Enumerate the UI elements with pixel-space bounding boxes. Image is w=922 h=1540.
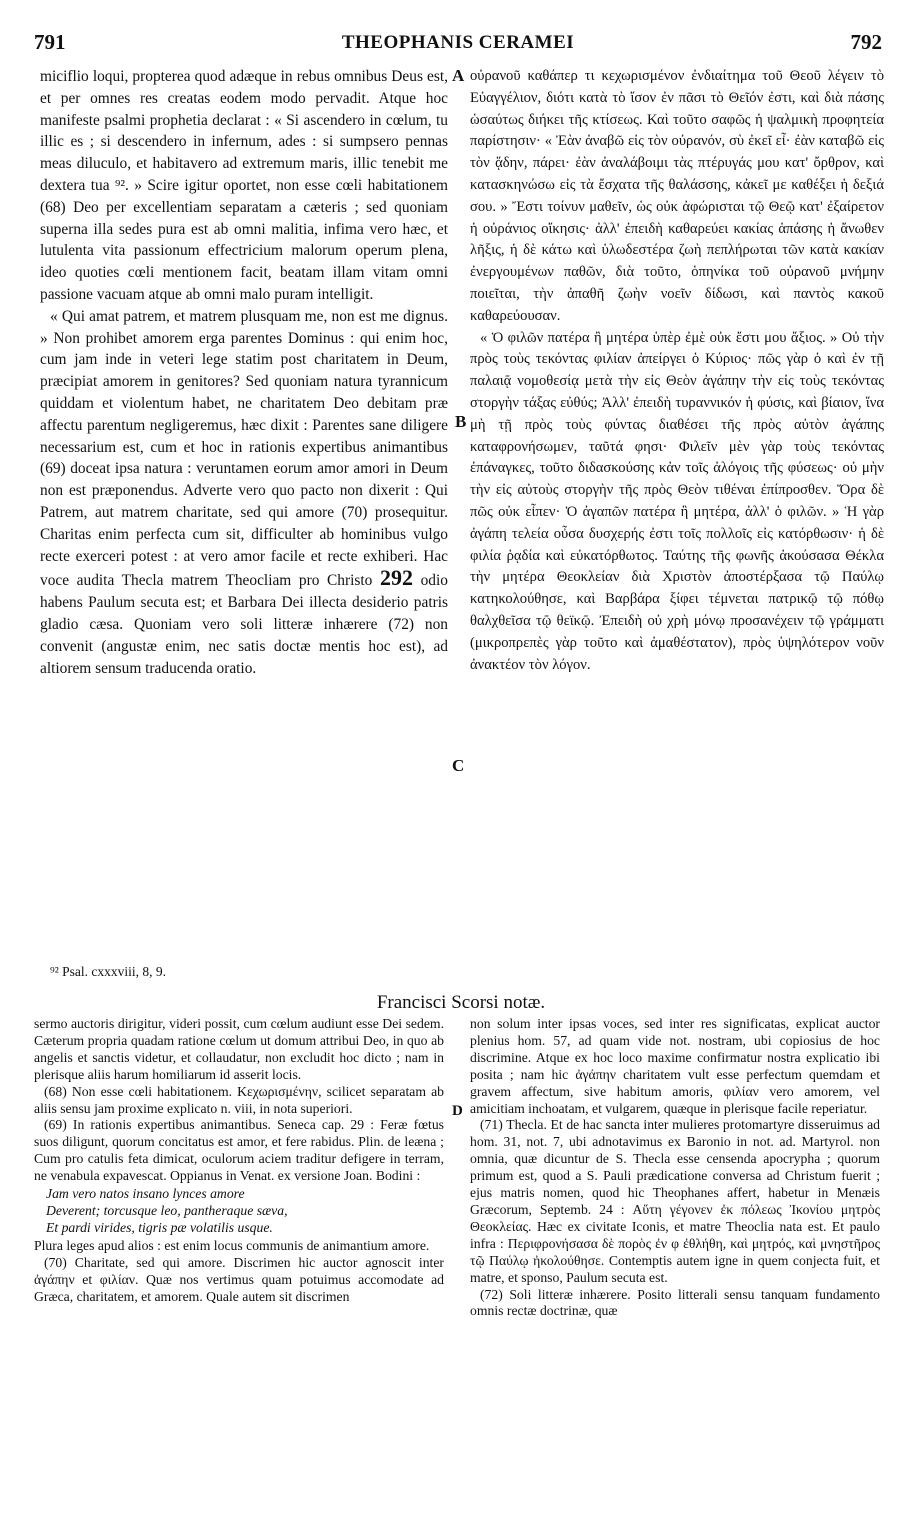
margin-letter-c: C xyxy=(452,756,465,775)
verse-quotation xyxy=(34,1186,444,1237)
greek-text-column xyxy=(470,66,884,676)
note-paragraph: (69) In rationis expertibus animantibus. Seneca cap. 29 : Feræ fœtus suos diligunt, quorum concitatus est amor, et fere rabidus. Plin. de leæna ; Cum pro catulis feta dimicat, oculorum aciem traditur defigere in terram, ne venabula expavescat. Oppianus in Venat. ex versione Joan. Bodini : xyxy=(34,1117,444,1184)
latin-paragraph: « Qui amat patrem, et matrem plusquam me, non est me dignus. » Non prohibet amorem erga parentes Dominus : qui enim hoc, cum jam inde in veteri lege statim post charitatem in Deum, præcipiat amorem in genitores? Sed quoniam natura tyrannicum quiddam et violentum habet, ne charitatem Deo debitam præ affectu parentum negligeremus, hæc dixit : Parentes sane diligere necessarium est, cum et hoc in rationis expertibus animantibus (69) doceat ipsa natura : veruntamen eorum amor amori in Deum non est præponendus. Adverte vero quo pacto non dixerit : Qui Patrem, aut matrem charitate, sed qui amore (70) prosequitur. Charitas enim perfecta cum sit, difficulter ab hominibus vulgo recte exerceri potest : at vero amor facile et recte exhiberi. Hac voce audita Thecla matrem Theocliam pro Christo 292 odio habens Paulum secuta est; et Barbara Dei illecta desiderio patris gladio cæsa. Quoniam vero soli litteræ inhærere (72) non convenit (angustæ enim, nec satis doctæ mentis hoc est), ad altiorem sensum traducenda oratio. xyxy=(40,307,448,677)
latin-paragraph: miciflio loqui, propterea quod adæque in rebus omnibus Deus est, et per omnes res creatas eodem modo pervadit. Atque hoc manifeste psalmi prophetia declarat : « Si ascendero in cœlum, tu illic es ; si descendero in infernum, ades : si sumpsero pennas meas diluculo, et habitavero ad extremum maris, illic tenebit me dextera tua ⁹². » Scire igitur oportet, non esse cœli habitationem (68) Deo per excellentiam separatam a cæteris ; sed quoniam superna illa sedes pura est ab omni malitia, infima vero hæc, et lutulenta vita passionum effectricium malorum operum plena, ideo quoties cœli mentionem facit, beatam illam vitam omni passione vacuam atque ab omni malo puram intelligit. xyxy=(40,68,448,303)
margin-letter-b: B xyxy=(455,412,467,431)
page-number: 292 xyxy=(379,565,413,591)
note-paragraph: sermo auctoris dirigitur, videri possit, cum cœlum audiunt esse Dei sedem. Cæterum propria quadam ratione cœlum ut domum attribui Deo, in quo ab angelis et sanctis videtur, et collaudatur, non excludit hoc dicto ; nam in plerisque aliis harum homiliarum id asserit locis. xyxy=(34,1016,444,1082)
verse-line: Deverent; torcusque leo, pantheraque sæva, xyxy=(46,1202,288,1218)
note-paragraph: Plura leges apud alios : est enim locus communis de animantium amore. xyxy=(34,1237,430,1253)
note-paragraph: (72) Soli litteræ inhærere. Posito litterali sensu tanquam fundamento omnis rectæ doctrinæ, quæ xyxy=(470,1286,880,1319)
footnote: ⁹² Psal. cxxxviii, 8, 9. xyxy=(50,964,167,979)
running-title: THEOPHANIS CERAMEI xyxy=(341,32,575,53)
note-paragraph: (68) Non esse cœli habitationem. Κεχωρισμένην, scilicet separatam ab aliis sensu jam proxime explicato n. viii, in nota superiori. xyxy=(34,1083,444,1116)
page-header xyxy=(34,30,882,58)
notes-right-column xyxy=(470,1016,880,1320)
greek-paragraph: οὐρανοῦ καθάπερ τι κεχωρισμένον ἐνδιαίτημα τοῦ Θεοῦ λέγειν τὸ Εὐαγγέλιον, διότι κατὰ τὸ ἴσον ἐν πᾶσι τὸ Θεῖόν ἐστι, καὶ διὰ πάσης ὡσαύτως διήκει τῆς κτίσεως. Καὶ τοῦτο σαφῶς ἡ ψαλμικὴ προφητεία παρίστησιν· « Ἐὰν ἀναβῶ εἰς τὸν οὐρανόν, σὺ ἐκεῖ εἶ· ἐὰν καταβῶ εἰς τὸν ᾅδην, πάρει· ἐὰν ἀναλάβοιμι τὰς πτέρυγάς μου κατ' ὄρθρον, καὶ κατασκηνώσω εἰς τὰ ἔσχατα τῆς θαλάσσης, κἀκεῖ με καθέξει ἡ δεξιά σου. » Ἔστι τοίνυν μαθεῖν, ὡς οὐκ ἀφώρισται τῷ Θεῷ κατ' ἐξαίρετον ἡ οὐράνιος οἴκησις· ἀλλ' ἐπειδὴ καθαρεύει κακίας ἁπάσης ἡ ἄνωθεν λῆξις, ἡ δὲ κάτω καὶ ὑλωδεστέρα ζωὴ πεπλήρωται τῶν κατὰ κακίαν ἐνεργουμένων παθῶν, διὰ τοῦτο, ὁπηνίκα τοῦ οὐρανοῦ μνήμην ποιεῖται, τὴν ἀπαθῆ ζωὴν νοεῖν δίδωσι, καὶ παντὸς κακοῦ καθαρεύουσαν. xyxy=(470,68,884,324)
column-number-right: 792 xyxy=(850,30,882,54)
notes-left-column xyxy=(34,1016,444,1305)
greek-paragraph: « Ὁ φιλῶν πατέρα ἢ μητέρα ὑπὲρ ἐμὲ οὐκ ἔστι μου ἄξιος. » Οὐ τὴν πρὸς τοὺς τεκόντας φιλίαν ἀπείργει ὁ Κύριος· πῶς γὰρ ὁ καὶ ἐν τῇ παλαιᾷ νομοθεσίᾳ μετὰ τὴν εἰς Θεὸν ἀγάπην τὴν εἰς τοὺς τεκόντας στοργὴν τάξας εὐθύς; Ἀλλ' ἐπειδὴ τυραννικόν ἡ φύσις, καὶ βίαιον, ἵνα μὴ τῇ πρὸς τοὺς φύντας διαθέσει τῆς πρὸς αὐτὸν ἀγάπης καταφρονήσωμεν, ταῦτά φησι· Φιλεῖν μὲν γὰρ τοὺς τεκόντας ἐπάναγκες, τοῦτο διδασκούσης κἀν τοῖς ἀλόγοις τῆς φύσεως· οὐ μὴν τὴν εἰς αὐτοὺς στοργὴν τῆς πρὸς Θεὸν τιθέναι ἐπίπροσθεν. Ὅρα δὲ πῶς οὐκ εἶπεν· Ὁ ἀγαπῶν πατέρα ἢ μητέρα, ἀλλ' ὁ φιλῶν. » Ἡ γὰρ ἀγάπη τελεία οὖσα δυσχερής ἐστι τοῖς πολλοῖς εἰς κατόρθωσιν· ἡ δὲ φιλία ῥᾳδία καὶ εὐκατόρθωτος. Ταύτης τῆς φωνῆς ἀκούσασα Θέκλα τὴν μητέρα Θεοκλείαν διὰ Χριστὸν ἀποστέρξασα τῷ Παύλῳ κατηκολούθησε, καὶ Βαρβάρα ξίφει τέμνεται πατρικῷ τῷ πόθῳ θαλχθεῖσα τῷ θεϊκῷ. Ἐπειδὴ οὐ χρὴ μόνῳ προσανέχειν τῷ γράμματι (μικροπρεπὲς γὰρ τοῦτο καὶ ἀμαθέστατον), πρὸς ὑψηλότερον νοῦν ἀνακτέον τὸν λόγον. xyxy=(470,329,884,673)
note-paragraph: non solum inter ipsas voces, sed inter res significatas, explicat auctor plenius hom. 57, ad quam vide not. nostram, ubi copiosius de hoc discrimine. Atque ex hoc loco maxime confirmatur nostra explicatio ibi posita ; nam hic ἀγάπην charitatem vult esse perfectum quemdam et gravem affectum, sive habitum amoris, φιλίαν vero amorem, vel amicitiam inchoatam, et vulgarem, quæque in plerisque facile reperiatur. xyxy=(470,1016,880,1116)
margin-letter-d: D xyxy=(452,1103,463,1119)
note-paragraph: (70) Charitate, sed qui amore. Discrimen hic auctor agnoscit inter ἀγάπην et φιλίαν. Quæ nos vertimus quam potuimus accomodate ad Græca, charitatem, et amorem. Quale autem sit discrimen xyxy=(34,1254,444,1304)
note-paragraph: (71) Thecla. Et de hac sancta inter mulieres protomartyre disseruimus ad hom. 31, not. 7, ubi adnotavimus ex Baronio in not. ad. Martyrol. non omnia, quæ dicuntur de S. Thecla esse censenda apocrypha ; quorum primum est, quod a S. Pauli prædicatione conversa ad Christum fuerit ; ejus matris nomen, quod hic Theophanes affert, habetur in Menæis Græcorum, Septemb. 24 : Αὕτη γέγονεν ἐκ πόλεως Ἰκονίου μητρὸς Θεοκλείας. Hæc ex civitate Iconis, et matre Theoclia nata est. Et paulo infra : Περιφρονήσασα δὲ πορὸς ἐν φ ἐθλήθη, καὶ μητρός, καὶ μνηστῆρος τῷ Παύλῳ ἠκολούθησε. Contemptis autem igne in quem conjecta fuit, et matre, et sponso, Paulum secuta est. xyxy=(470,1117,880,1285)
column-number-left: 791 xyxy=(34,30,66,54)
verse-line: Jam vero natos insano lynces amore xyxy=(46,1186,245,1202)
latin-text-column xyxy=(40,66,448,679)
notes-heading: Francisci Scorsi notæ. xyxy=(376,992,546,1013)
margin-letter-a: A xyxy=(452,66,465,85)
verse-line: Et pardi virides, tigris pæ volatilis usque. xyxy=(46,1219,273,1235)
